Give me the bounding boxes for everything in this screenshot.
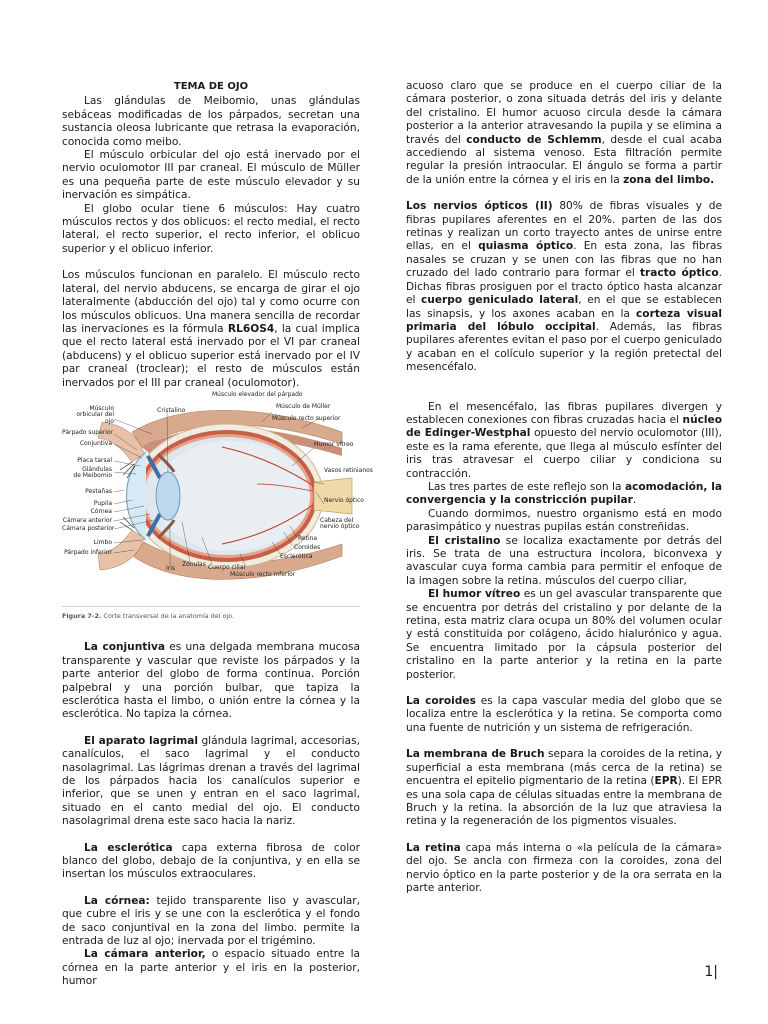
- label-orbicular: Músculo orbicular del ojo: [76, 404, 114, 425]
- right-column: [406, 80, 722, 895]
- paragraph-reflejo: Las tres partes de este reflejo son la acomodación, la convergencia y la constricción pupilar.: [406, 480, 722, 507]
- paragraph-muscles-parallel: Los músculos funcionan en paralelo. El músculo recto lateral, del nervio abducens, se encarga de girar el ojo lateralmente (abducción del ojo) tal y como ocurre con los músculos oblicuos. Una manera sencilla de recordar las inervaciones es la fórmula RL6OS4, la cual implica que el recto lateral está inervado por el VI par craneal (abducens) y el oblicuo superior está inervado por el IV par craneal (troclear); el resto de músculos están inervados por el III par craneal (oculomotor).: [62, 269, 360, 389]
- label-retina: Retina: [298, 534, 318, 542]
- paragraph-dormimos: Cuando dormimos, nuestro organismo está en modo parasimpático y nuestras pupilas están constreñidas.: [406, 507, 722, 534]
- paragraph-six-muscles: El globo ocular tiene 6 músculos: Hay cuatro músculos rectos y dos oblicuos: el recto medial, el recto lateral, el recto superior, el recto inferior, el oblicuo superior y el oblicuo inferior.: [62, 202, 360, 255]
- paragraph-nervios-opticos: Los nervios ópticos (II) 80% de fibras visuales y de fibras pupilares aferentes en el 20%. parten de las dos retinas y realizan un corto trayecto antes de unirse entre ellas, en el quiasma óptico. En esta zona, las fibras nasales se cruzan y se unen con las fibras que no han cruzado del lado contrario para formar el tracto óptico. Dichas fibras prosiguen por el tracto óptico hasta alcanzar el cuerpo geniculado lateral, en el que se establecen las sinapsis, y los axones acaban en la corteza visual primaria del lóbulo occipital. Además, las fibras pupilares aferentes evitan el paso por el cuerpo geniculado y acaban en el colículo superior y la región pretectal del mesencéfalo.: [406, 200, 722, 374]
- label-iris: Iris: [166, 564, 176, 572]
- paragraph-mesencefalo: En el mesencéfalo, las fibras pupilares divergen y establecen conexiones con fibras cruzadas hacia el núcleo de Edinger-Westphal opuesto del nervio oculomotor (III), este es la rama eferente, que llega al músculo esfínter del iris tras atravesar el cuerpo ciliar y condiciona su contracción.: [406, 400, 722, 480]
- label-conjuntiva: Conjuntiva: [79, 439, 112, 447]
- eye-anatomy-figure: [62, 390, 373, 602]
- label-nervio-optico: Nervio óptico: [324, 496, 364, 504]
- label-parpado-superior: Párpado superior: [62, 428, 114, 436]
- label-humor-vitreo: Humor vítreo: [314, 440, 354, 448]
- label-placa-tarsal: Placa tarsal: [77, 456, 112, 464]
- document-title: TEMA DE OJO: [173, 81, 249, 92]
- label-parpado-inferior: Párpado inferior: [64, 548, 112, 556]
- label-cabeza-nervio: Cabeza del nervio óptico: [320, 516, 360, 531]
- label-camara-posterior: Cámara posterior: [62, 524, 115, 532]
- label-coroides: Coroides: [294, 543, 321, 551]
- label-recto-inferior: Músculo recto inferior: [230, 570, 296, 578]
- paragraph-humor-vitreo: El humor vítreo es un gel avascular transparente que se encuentra por detrás del cristalino y por delante de la retina, esta matriz clara ocupa un 80% del volumen ocular y está constituida por colágeno, ácido hialurónico y agua. Se encuentra limitado por la cápsula posterior del cristalino en la parte anterior y la retina en la parte posterior.: [406, 588, 722, 681]
- paragraph-coroides: La coroides es la capa vascular media del globo que se localiza entre la esclerótica y la retina. Se comporta como una fuente de nutrición y un sistema de refrigeración.: [406, 695, 722, 734]
- label-cuerpo-ciliar: Cuerpo ciliar: [208, 563, 246, 571]
- paragraph-cristalino: El cristalino se localiza exactamente por detrás del iris. Se trata de una estructura incolora, biconvexa y avascular cuya forma cambia para permitir el enfoque de la imagen sobre la retina. músculos del cuerpo ciliar,: [406, 534, 723, 587]
- label-limbo: Limbo: [93, 538, 112, 546]
- label-vasos-retinianos: Vasos retinianos: [324, 466, 373, 474]
- paragraph-retina: La retina capa más interna o «la película de la cámara» del ojo. Se ancla con firmeza con la coroides, zona del nervio óptico en la parte posterior y de la ora serrata en la parte anterior.: [406, 841, 722, 894]
- paragraph-orbicular: El músculo orbicular del ojo está inervado por el nervio oculomotor III par craneal. El músculo de Müller es una pequeña parte de este músculo elevador y su inervación es simpática.: [62, 149, 360, 202]
- label-cristalino: Cristalino: [157, 406, 186, 414]
- paragraph-aparato-lagrimal: El aparato lagrimal glándula lagrimal, accesorias, canalículos, el saco lagrimal y el conducto nasolagrimal. Las lágrimas drenan a través del lagrimal de los párpados hacia los canalículos superior e inferior, que se unen y entran en el saco lagrimal, situado en el canto medial del ojo. El conducto nasolagrimal drena este saco hacia la nariz.: [62, 734, 360, 828]
- figure-caption: Figura 7-2. Corte transversal de la anatomía del ojo.: [62, 606, 360, 623]
- label-cornea: Córnea: [90, 507, 112, 515]
- label-camara-anterior: Cámara anterior: [62, 516, 112, 524]
- label-zonulas: Zónulas: [182, 560, 206, 568]
- paragraph-camara-anterior: La cámara anterior, o espacio situado entre la córnea en la parte anterior y el iris en la posterior, humor: [62, 948, 361, 988]
- page-number: 1|: [704, 964, 718, 980]
- paragraph-esclerotica: La esclerótica capa externa fibrosa de color blanco del globo, debajo de la conjuntiva, y en ella se insertan los músculos extraoculares.: [62, 841, 360, 881]
- label-pupila: Pupila: [93, 499, 112, 507]
- label-glandulas-meibomio: Glándulas de Meibomio: [73, 465, 112, 480]
- paragraph-conjuntiva: La conjuntiva es una delgada membrana mucosa transparente y vascular que reviste los párpados y la parte anterior del globo de forma continua. Porción palpebral y una porción bulbar, que tapiza la esclerótica hasta el limbo, o unión entre la córnea y la esclerótica. No tapiza la córnea.: [62, 641, 360, 721]
- label-recto-superior: Músculo recto superior: [272, 414, 341, 422]
- label-elevador: Músculo elevador del párpado: [212, 390, 303, 398]
- label-pestanas: Pestañas: [85, 487, 112, 495]
- paragraph-membrana-bruch: La membrana de Bruch separa la coroides de la retina, y superficial a esta membrana (más cerca de la retina) se encuentra el epitelio pigmentario de la retina (EPR). El EPR es una sola capa de células situadas entre la membrana de Bruch y la retina. la absorción de la luz que atraviesa la retina y la regeneración de los pigmentos visuales.: [406, 748, 722, 828]
- label-muller: Músculo de Müller: [276, 402, 331, 410]
- paragraph-cornea: La córnea: tejido transparente liso y avascular, que cubre el iris y se une con la esclerótica y el fondo de saco conjuntival en la zona del limbo. permite la entrada de luz al ojo; inervada por el trigémino.: [62, 894, 361, 948]
- label-esclerotica: Esclerótica: [280, 552, 313, 560]
- left-column: [62, 80, 373, 989]
- paragraph-meibomio: Las glándulas de Meibomio, unas glándulas sebáceas modificadas de los párpados, secretan una sustancia oleosa lubricante que retrasa la evaporación, conocida como meibo.: [62, 95, 360, 148]
- paragraph-humor-acuoso: acuoso claro que se produce en el cuerpo ciliar de la cámara posterior, o zona situada detrás del iris y delante del cristalino. El humor acuoso circula desde la cámara posterior a la anterior atravesando la pupila y se elimina a través del conducto de Schlemm, desde el cual acaba accediendo al sistema venoso. Esta filtración permite regular la presión intraocular. El ángulo se forma a partir de la unión entre la córnea y el iris en la zona del limbo.: [406, 80, 722, 186]
